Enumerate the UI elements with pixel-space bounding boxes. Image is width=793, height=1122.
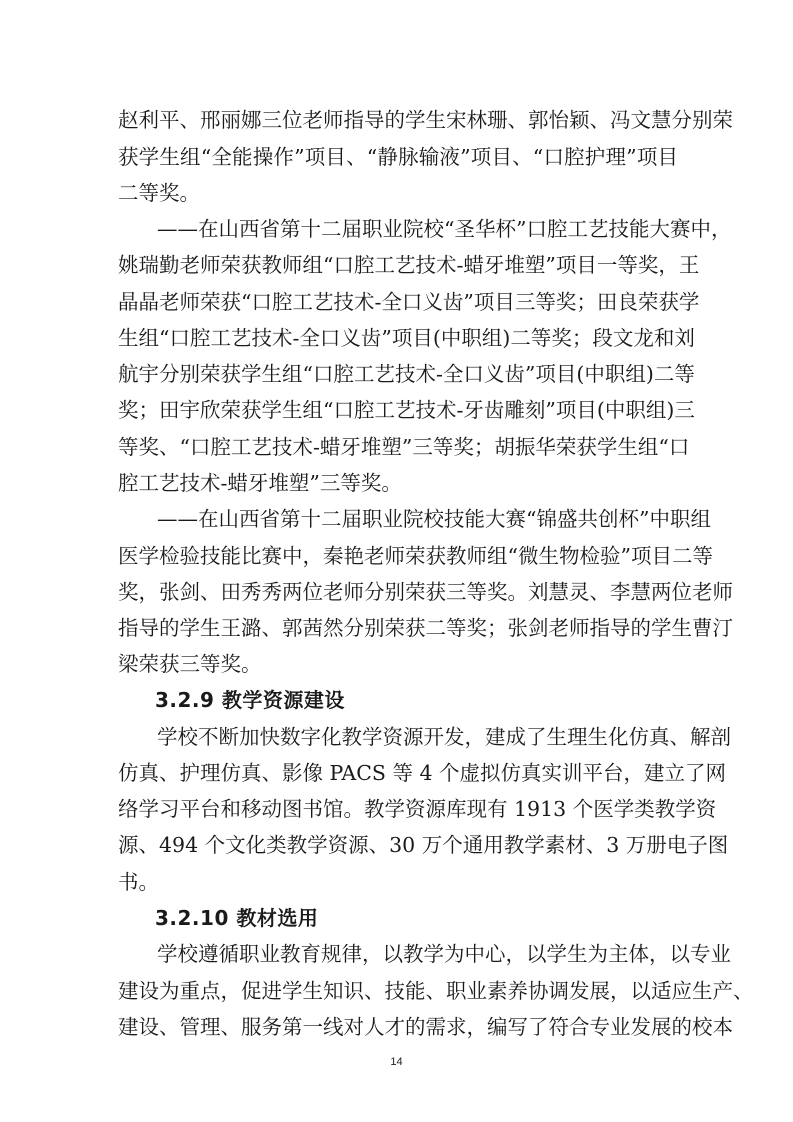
paragraph-line: 学校不断加快数字化教学资源开发，建成了生理生化仿真、解剖 [157,725,731,749]
paragraph-line: 源、494 个文化类教学资源、30 万个通用教学素材、3 万册电子图 [118,833,729,857]
paragraph-line: 航宇分别荣获学生组“口腔工艺技术-全口义齿”项目(中职组)二等 [118,362,695,386]
paragraph-line: 腔工艺技术-蜡牙堆塑”三等奖。 [118,471,402,495]
paragraph-line: 指导的学生王潞、郭茜然分别荣获二等奖；张剑老师指导的学生曹汀 [118,616,733,640]
section-heading: 3.2.9 教学资源建设 [155,688,345,712]
paragraph-line: 姚瑞勤老师荣获教师组“口腔工艺技术-蜡牙堆塑”项目一等奖，王 [118,253,700,277]
paragraph-line: 仿真、护理仿真、影像 PACS 等 4 个虚拟仿真实训平台，建立了网 [118,761,727,785]
section-heading: 3.2.10 教材选用 [155,906,319,930]
paragraph-line: 奖；田宇欣荣获学生组“口腔工艺技术-牙齿雕刻”项目(中职组)三 [118,398,695,422]
paragraph-line: ——在山西省第十二届职业院校技能大赛“锦盛共创杯”中职组 [157,507,711,531]
paragraph-line: 学校遵循职业教育规律，以教学为中心，以学生为主体，以专业 [157,942,731,966]
paragraph-line: 络学习平台和移动图书馆。教学资源库现有 1913 个医学类教学资 [118,797,717,821]
paragraph-line: ——在山西省第十二届职业院校“圣华杯”口腔工艺技能大赛中， [157,217,732,241]
paragraph-line: 建设、管理、服务第一线对人才的需求，编写了符合专业发展的校本 [118,1015,733,1039]
paragraph-line: 生组“口腔工艺技术-全口义齿”项目(中职组)二等奖；段文龙和刘 [118,326,695,350]
paragraph-line: 赵利平、邢丽娜三位老师指导的学生宋林珊、郭怡颖、冯文慧分别荣 [118,108,733,132]
paragraph-line: 二等奖。 [118,181,200,205]
paragraph-line: 奖，张剑、田秀秀两位老师分别荣获三等奖。刘慧灵、李慧两位老师 [118,580,733,604]
paragraph-line: 等奖、“口腔工艺技术-蜡牙堆塑”三等奖；胡振华荣获学生组“口 [118,435,690,459]
paragraph-line: 获学生组“全能操作”项目、“静脉输液”项目、“口腔护理”项目 [118,145,678,169]
paragraph-line: 医学检验技能比赛中，秦艳老师荣获教师组“微生物检验”项目二等 [118,544,713,568]
paragraph-line: 梁荣获三等奖。 [118,652,262,676]
paragraph-line: 书。 [118,870,159,894]
paragraph-line: 晶晶老师荣获“口腔工艺技术-全口义齿”项目三等奖；田良荣获学 [118,290,700,314]
paragraph-line: 建设为重点，促进学生知识、技能、职业素养协调发展，以适应生产、 [118,979,754,1003]
page-number: 14 [390,1056,403,1068]
